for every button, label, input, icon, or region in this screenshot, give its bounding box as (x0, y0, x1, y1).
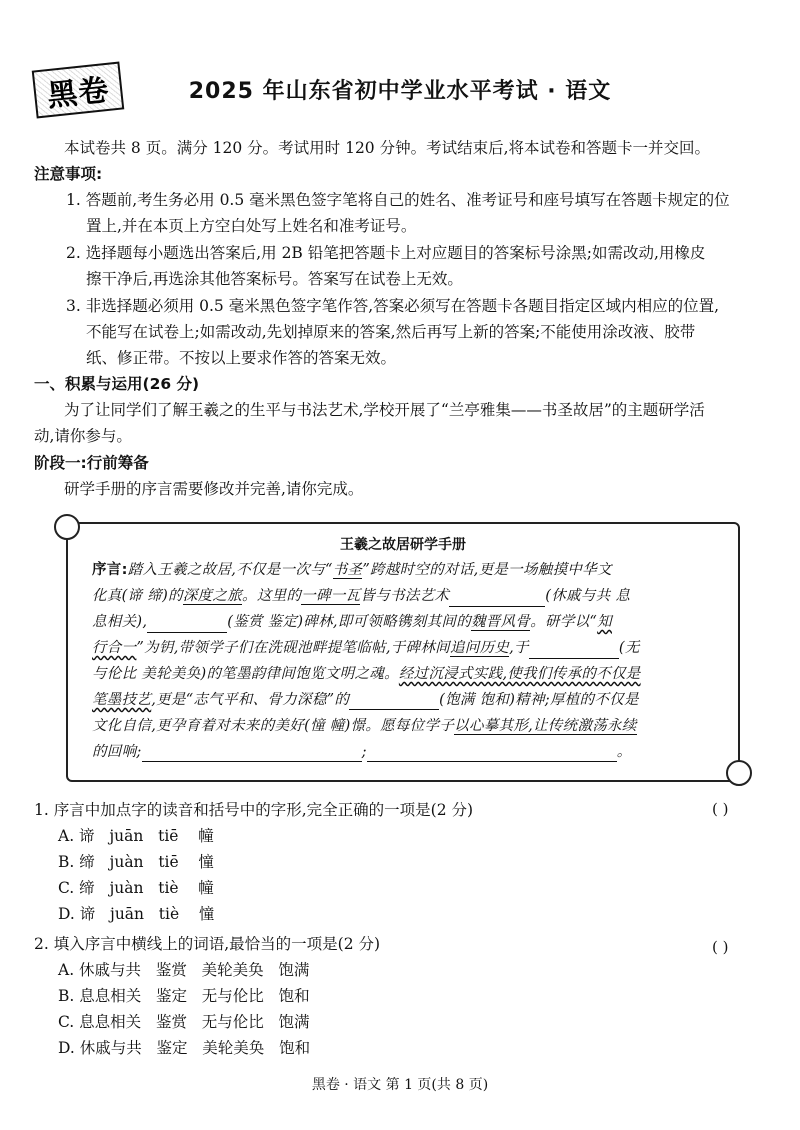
note-2-line-1: 2. 选择题每小题选出答案后,用 2B 铅笔把答题卡上对应题目的答案标号涂黑;如需改动,用橡皮 (66, 244, 706, 262)
q1-option-a: A. 谛 juān tiē 幢 (58, 827, 214, 845)
wavy-text: 经过沉浸式实践,使我们传承的不仅是 (398, 666, 641, 682)
handbook-line-4 (92, 638, 640, 659)
text-span: 皆与书法艺术 (360, 588, 450, 604)
q2-option-d: D. 休戚与共 鉴定 美轮美奂 饱和 (58, 1039, 311, 1057)
handbook-line-1 (92, 560, 612, 580)
note-2-line-2: 擦干净后,再选涂其他答案标号。答案写在试卷上无效。 (86, 270, 463, 288)
wavy-text: 行合一 (92, 640, 137, 656)
stage-desc: 研学手册的序言需要修改并完善,请你完成。 (64, 480, 364, 498)
text-span: 。研学以“ (530, 614, 598, 630)
wavy-text: 笔墨技艺 (92, 692, 152, 708)
text-span: 踏入王羲之故居,不仅是一次与“ (127, 562, 333, 578)
text-span: (饱满 饱和)精神;厚植的不仅是 (439, 692, 639, 708)
underlined-text: 追问历史 (449, 640, 510, 656)
q1-option-c: C. 缔 juàn tiè 幢 (58, 879, 214, 897)
fill-blank-6[interactable] (367, 745, 617, 762)
underlined-text: 深度之旅 (182, 588, 243, 604)
handbook-line-5 (92, 664, 641, 684)
q2-option-c: C. 息息相关 鉴赏 无与伦比 饱满 (58, 1013, 310, 1031)
note-1-line-2: 置上,并在本页上方空白处写上姓名和准考证号。 (86, 217, 417, 235)
text-span: 化真(谛 缔)的 (92, 588, 183, 604)
fill-blank-1[interactable] (449, 590, 545, 607)
q1-option-d: D. 谛 juān tiè 憧 (58, 905, 215, 923)
fill-blank-5[interactable] (142, 745, 362, 762)
underlined-text: 魏晋风骨 (471, 614, 531, 630)
q2-answer-paren[interactable]: ( ) (712, 938, 729, 956)
text-span: ; (361, 744, 367, 760)
logo-text: 黑卷 (45, 72, 112, 115)
underlined-text: 以心摹其形,让传统激荡永续 (454, 718, 637, 734)
note-3-line-2: 不能写在试卷上;如需改动,先划掉原来的答案,然后再写上新的答案;不能使用涂改液、胶带 (86, 323, 696, 341)
note-3-line-3: 纸、修正带。不按以上要求作答的答案无效。 (86, 349, 397, 367)
preface-label: 序言: (92, 562, 128, 578)
underlined-text: 书圣 (332, 562, 363, 578)
q1-stem: 1. 序言中加点字的读音和括号中的字形,完全正确的一项是(2 分) (34, 801, 474, 819)
exam-title: 2025 年山东省初中学业水平考试 · 语文 (188, 79, 612, 104)
underlined-text: 一碑一瓦 (301, 588, 361, 604)
text-span: ”跨越时空的对话,更是一场触摸中华文 (362, 562, 612, 578)
scroll-curl-right-icon (726, 760, 752, 786)
handbook-line-8 (92, 742, 632, 762)
fill-blank-3[interactable] (529, 642, 619, 659)
text-span: 与伦比 美轮美奂)的笔墨韵律间饱览文明之魂。 (92, 666, 399, 682)
text-span: 。 (616, 744, 632, 760)
handbook-line-2 (92, 586, 630, 607)
handbook-line-3 (92, 612, 612, 633)
text-span: (休戚与共 息 (545, 588, 631, 604)
section-1-desc-line-2: 动,请你参与。 (34, 427, 132, 445)
intro-text: 本试卷共 8 页。满分 120 分。考试用时 120 分钟。考试结束后,将本试卷和答题卡一并交回。 (64, 139, 711, 157)
handbook-scroll (56, 512, 750, 788)
text-span: 息相关), (92, 614, 148, 630)
handbook-title: 王羲之故居研学手册 (340, 537, 466, 553)
text-span: 。这里的 (242, 588, 302, 604)
text-span: ; (136, 744, 142, 760)
section-1-heading: 一、积累与运用(26 分) (34, 375, 200, 393)
fill-blank-2[interactable] (147, 616, 227, 633)
wavy-text: 知 (597, 614, 612, 630)
text-span: ,于 (509, 640, 529, 656)
q2-option-b: B. 息息相关 鉴定 无与伦比 饱和 (58, 987, 310, 1005)
text-span: ,更是“志气平和、骨力深稳”的 (151, 692, 350, 708)
text-span: (鉴赏 鉴定)碑林,即可领略镌刻其间的 (227, 614, 472, 630)
text-span: 文化自信,更孕育着对未来的美好(憧 幢)憬。愿每位学子 (92, 718, 455, 734)
text-span: 的回响 (92, 744, 137, 760)
handbook-line-6 (92, 690, 639, 710)
note-1-line-1: 1. 答题前,考生务必用 0.5 毫米黑色签字笔将自己的姓名、准考证号和座号填写在答题卡规定的位 (66, 191, 730, 209)
stage-heading: 阶段一:行前筹备 (34, 454, 149, 472)
text-span: (无 (618, 640, 640, 656)
text-span: ”为钥,带领学子们在洗砚池畔提笔临帖,于碑林间 (136, 640, 450, 656)
page-footer: 黑卷 · 语文 第 1 页(共 8 页) (311, 1077, 489, 1093)
notes-heading: 注意事项: (34, 165, 103, 183)
note-3-line-1: 3. 非选择题必须用 0.5 毫米黑色签字笔作答,答案必须写在答题卡各题目指定区域内相应的位置, (66, 297, 720, 315)
q2-option-a: A. 休戚与共 鉴赏 美轮美奂 饱满 (58, 961, 310, 979)
q2-stem: 2. 填入序言中横线上的词语,最恰当的一项是(2 分) (34, 935, 381, 953)
handbook-line-7 (92, 716, 637, 736)
q1-answer-paren[interactable]: ( ) (712, 800, 729, 818)
section-1-desc-line-1: 为了让同学们了解王羲之的生平与书法艺术,学校开展了“兰亭雅集——书圣故居”的主题研学活 (64, 401, 705, 419)
fill-blank-4[interactable] (349, 693, 439, 710)
q1-option-b: B. 缔 juàn tiē 憧 (58, 853, 214, 871)
